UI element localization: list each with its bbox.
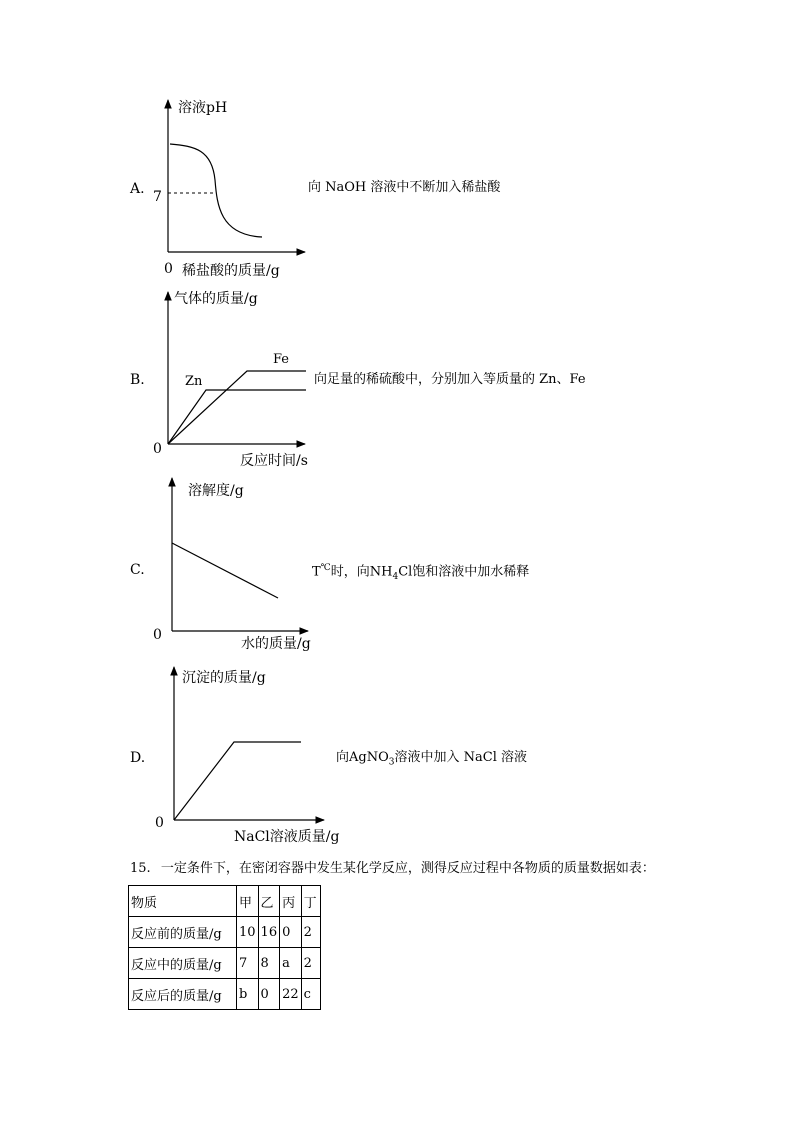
table-cell: c	[301, 979, 320, 1010]
table-header-cell: 甲	[237, 886, 259, 917]
mass-data-table	[128, 885, 321, 1010]
question-number: 15.	[130, 861, 151, 876]
table-cell: 22	[280, 979, 302, 1010]
table-cell: 反应后的质量/g	[129, 979, 237, 1010]
table-cell: 反应前的质量/g	[129, 917, 237, 948]
graph-b	[168, 292, 306, 444]
table-cell: 2	[301, 948, 320, 979]
graph-d-ylabel: 沉淀的质量/g	[182, 670, 266, 686]
option-d-description	[336, 750, 527, 771]
graph-d-origin: 0	[155, 815, 164, 831]
option-a-letter: A.	[130, 181, 145, 197]
question-text: 一定条件下，在密闭容器中发生某化学反应，测得反应过程中各物质的质量数据如表：	[160, 861, 655, 876]
option-d-text-post: 溶液中加入 NaCl 溶液	[394, 750, 527, 765]
option-c-description	[312, 561, 529, 585]
table-row	[129, 917, 321, 948]
table-header-cell: 乙	[258, 886, 280, 917]
graph-d-xlabel: NaCl溶液质量/g	[234, 829, 340, 845]
option-b-letter: B.	[130, 372, 145, 388]
table-header-cell: 丙	[280, 886, 302, 917]
option-a-description: 向 NaOH 溶液中不断加入稀盐酸	[308, 180, 501, 195]
graph-c-origin: 0	[153, 627, 162, 643]
question-15	[130, 861, 655, 876]
graph-b-zn-line	[168, 390, 306, 444]
graph-a-ph-curve	[170, 144, 262, 237]
table-cell: b	[237, 979, 259, 1010]
graph-b-series-fe: Fe	[273, 352, 290, 367]
option-d-letter: D.	[130, 750, 146, 766]
table-cell: 2	[301, 917, 320, 948]
table-cell: 0	[280, 917, 302, 948]
table-cell: 7	[237, 948, 259, 979]
table-row	[129, 979, 321, 1010]
graph-d	[174, 667, 324, 820]
option-c-degree: ℃	[320, 563, 331, 573]
graph-a-xlabel: 稀盐酸的质量/g	[182, 263, 280, 279]
option-c-letter: C.	[130, 562, 145, 578]
graph-a-ylabel: 溶液pH	[178, 100, 228, 116]
table-cell: 反应中的质量/g	[129, 948, 237, 979]
table-cell: 8	[258, 948, 280, 979]
table-header-cell: 丁	[301, 886, 320, 917]
graph-c-xlabel: 水的质量/g	[241, 636, 311, 652]
option-c-text-pre: 时，向NH	[330, 564, 393, 580]
option-c-temp: T	[312, 564, 321, 580]
option-d-subscript: 3	[388, 757, 395, 768]
table-header-row	[129, 886, 321, 917]
option-c-text-post: Cl饱和溶液中加水稀释	[398, 564, 530, 580]
graph-d-precipitate-line	[174, 742, 301, 820]
graph-b-series-zn: Zn	[185, 374, 203, 389]
option-b-description: 向足量的稀硫酸中，分别加入等质量的 Zn、Fe	[314, 372, 586, 387]
graph-b-xlabel: 反应时间/s	[240, 453, 308, 469]
graph-c-ylabel: 溶解度/g	[188, 483, 244, 499]
table-row	[129, 948, 321, 979]
graph-a-ytick-7: 7	[153, 189, 162, 205]
table-cell: a	[280, 948, 302, 979]
option-c-subscript: 4	[392, 571, 399, 582]
table-cell: 0	[258, 979, 280, 1010]
table-header-cell: 物质	[129, 886, 237, 917]
graph-b-origin: 0	[153, 441, 162, 457]
table-cell: 10	[237, 917, 259, 948]
graph-c	[172, 478, 308, 631]
graph-c-solubility-line	[172, 543, 278, 598]
table-cell: 16	[258, 917, 280, 948]
option-d-text-pre: 向AgNO	[336, 750, 389, 765]
graph-a-origin: 0	[164, 261, 173, 277]
graph-a	[168, 100, 305, 252]
graph-b-ylabel: 气体的质量/g	[174, 291, 258, 307]
